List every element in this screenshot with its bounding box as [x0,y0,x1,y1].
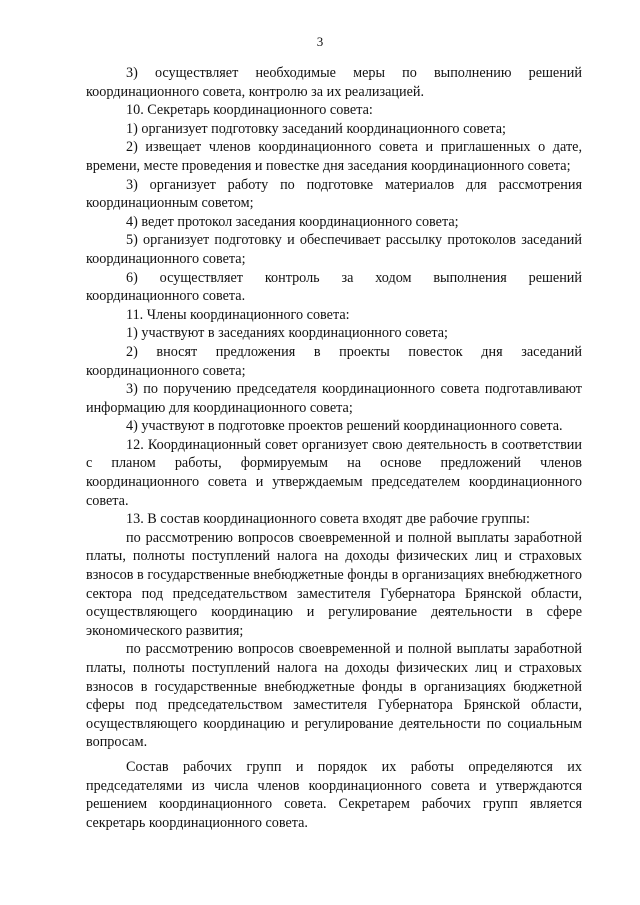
paragraph-members-item-3: 3) по поручению председателя координационного совета подготавливают информацию для координационного совета; [86,381,582,416]
paragraph-members-item-1: 1) участвуют в заседаниях координационного совета; [126,325,448,342]
paragraph-section-12: 12. Координационный совет организует свою деятельность в соответствии с планом работы, формируемым на основе предложений членов координационного совета и утверждаемым председателем координационного совета. [86,436,582,509]
document-body [86,64,582,832]
paragraph-working-group-2: по рассмотрению вопросов своевременной и полной выплаты заработной платы, полноты поступлений налога на доходы физических лиц и страховых взносов в государственные внебюджетные фонды в организациях бюджетной сферы под председательством заместителя Губернатора Брянской области, осуществляющего координацию и регулирование деятельности по социальным вопросам. [86,641,582,751]
paragraph-secretary-item-5: 5) организует подготовку и обеспечивает рассылку протоколов заседаний координационного совета; [86,232,582,267]
paragraph-section-11-heading: 11. Члены координационного совета: [126,306,350,323]
paragraph-secretary-item-1: 1) организует подготовку заседаний координационного совета; [126,120,506,137]
paragraph-members-item-2: 2) вносят предложения в проекты повесток дня заседаний координационного совета; [86,343,582,379]
paragraph-working-group-1: по рассмотрению вопросов своевременной и полной выплаты заработной платы, полноты поступлений налога на доходы физических лиц и страховых взносов в государственные внебюджетные фонды в организациях внебюджетного сектора под председательством заместителя Губернатора Брянской области, осуществляющего координацию и регулирование деятельности в сфере экономического развития; [86,529,582,639]
paragraph-members-item-4: 4) участвуют в подготовке проектов решений координационного совета. [126,418,563,435]
page-number: 3 [316,34,324,49]
paragraph-secretary-item-2: 2) извещает членов координационного совета и приглашенных о дате, времени, месте проведения и повестке дня заседания координационного совета; [86,139,582,174]
paragraph-section-10-heading: 10. Секретарь координационного совета: [126,102,373,119]
paragraph-item-3-measures: 3) осуществляет необходимые меры по выполнению решений координационного совета, контролю за их реализацией. [86,65,582,100]
paragraph-section-13-heading: 13. В состав координационного совета входят две рабочие группы: [126,511,530,528]
paragraph-secretary-item-6: 6) осуществляет контроль за ходом выполнения решений координационного совета. [86,269,582,305]
paragraph-secretary-item-3: 3) организует работу по подготовке материалов для рассмотрения координационным советом; [86,176,582,212]
paragraph-working-groups-composition: Состав рабочих групп и порядок их работы определяются их председателями из числа членов координационного совета и утверждаются решением координационного совета. Секретарем рабочих групп является секретарь координационного совета. [86,758,582,831]
paragraph-secretary-item-4: 4) ведет протокол заседания координационного совета; [126,213,459,230]
